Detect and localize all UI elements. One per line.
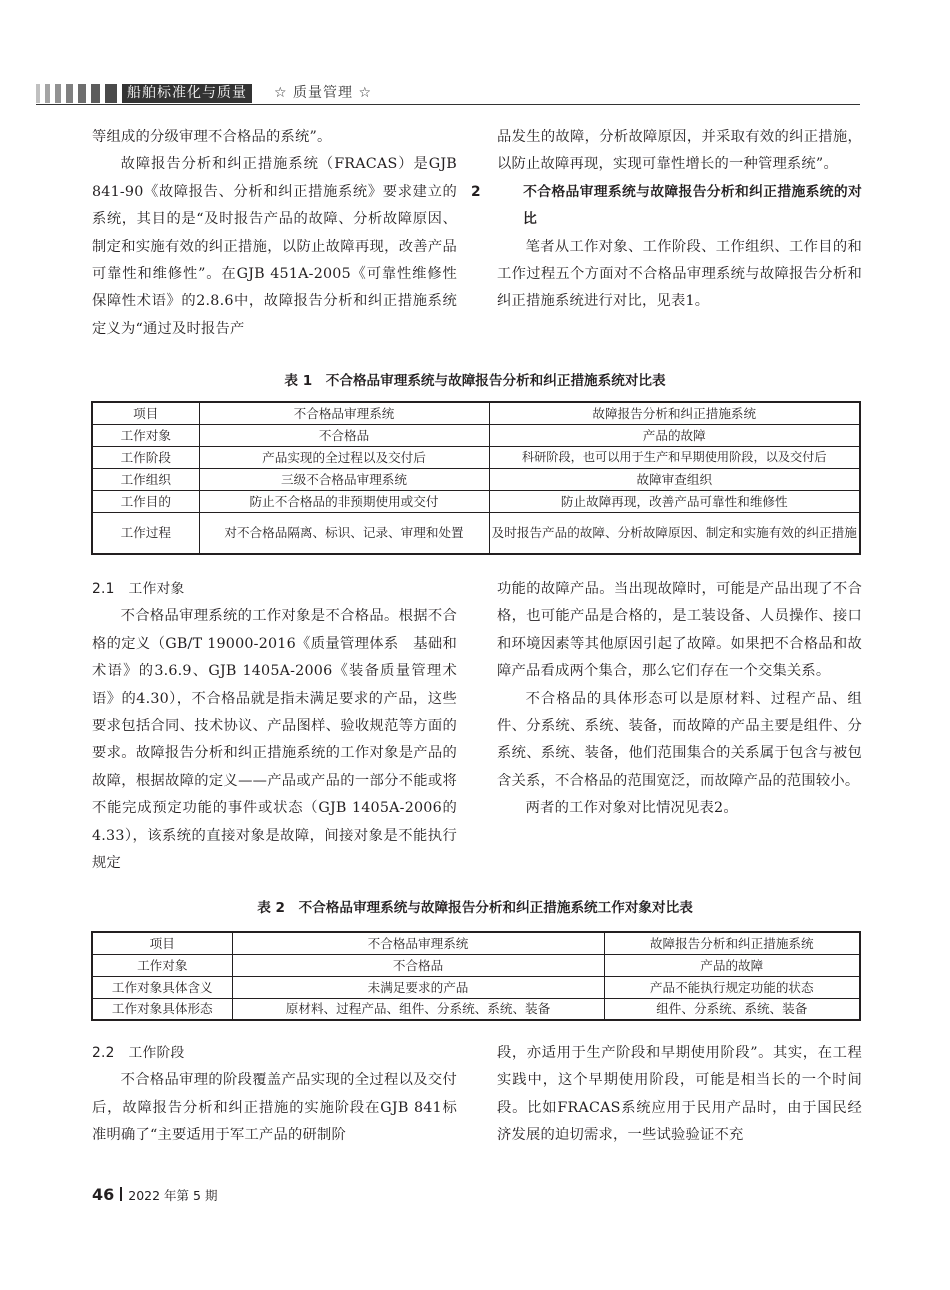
table-cell: 组件、分系统、系统、装备 — [604, 998, 860, 1020]
table-cell: 工作对象具体形态 — [92, 998, 232, 1020]
right-column-bottom — [497, 1040, 862, 1150]
table-cell: 故障审查组织 — [489, 468, 860, 490]
table-header-cell: 故障报告分析和纠正措施系统 — [489, 402, 860, 424]
table-cell: 工作过程 — [92, 512, 199, 554]
table-header-cell: 不合格品审理系统 — [199, 402, 489, 424]
subsection-number: 2.2 — [92, 1045, 115, 1061]
table1 — [91, 401, 861, 555]
section-number: 2 — [471, 183, 481, 200]
table-header-cell: 项目 — [92, 402, 199, 424]
table-cell: 及时报告产品的故障、分析故障原因、制定和实施有效的纠正措施 — [489, 512, 860, 554]
table-cell: 未满足要求的产品 — [232, 976, 604, 998]
subsection-title: 工作对象 — [128, 581, 185, 597]
header-rule — [36, 104, 860, 105]
page-footer — [92, 1185, 217, 1204]
running-header — [36, 84, 860, 106]
paragraph: 不合格品审理系统的工作对象是不合格品。根据不合格的定义（GB/T 19000-2016《质量管理体系 基础和术语》的3.6.9、GJB 1405A-2006《装备质量管理术语》的4.30），不合格品就是指未满足要求的产品，这些要求包括合同、技术协议、产品图样、验收规范等方面的要求。故障报告分析和纠正措施系统的工作对象是产品的故障，根据故障的定义——产品或产品的一部分不能或将不能完成预定功能的事件或状态（GJB 1405A-2006的4.33），该系统的直接对象是故障，间接对象是不能执行规定 — [92, 608, 457, 872]
table-row — [92, 954, 860, 976]
table-row — [92, 512, 860, 554]
right-column-middle — [497, 576, 862, 823]
footer-separator — [120, 1187, 122, 1201]
table-header-cell: 项目 — [92, 932, 232, 954]
table-cell: 不合格品 — [199, 424, 489, 446]
table-cell: 工作对象 — [92, 424, 199, 446]
table2 — [91, 931, 861, 1021]
section-2-heading — [471, 179, 862, 234]
table-cell: 工作对象 — [92, 954, 232, 976]
table-cell: 对不合格品隔离、标识、记录、审理和处置 — [199, 512, 489, 554]
paragraph: 不合格品审理的阶段覆盖产品实现的全过程以及交付后，故障报告分析和纠正措施的实施阶段在GJB 841标准明确了“主要适用于军工产品的研制阶 — [92, 1072, 457, 1144]
subsection-2-2-heading — [92, 1040, 457, 1067]
subsection-2-1-heading — [92, 576, 457, 603]
table-cell: 产品实现的全过程以及交付后 — [199, 446, 489, 468]
table1-caption: 表 1 不合格品审理系统与故障报告分析和纠正措施系统对比表 — [284, 373, 666, 389]
table-cell: 工作对象具体含义 — [92, 976, 232, 998]
table-row — [92, 998, 860, 1020]
subsection-title: 工作阶段 — [128, 1045, 185, 1061]
paragraph: 段，亦适用于生产阶段和早期使用阶段”。其实，在工程实践中，这个早期使用阶段，可能是相当长的一个时间段。比如FRACAS系统应用于民用产品时，由于国民经济发展的迫切需求，一些试验验证不充 — [497, 1045, 862, 1144]
table2-caption: 表 2 不合格品审理系统与故障报告分析和纠正措施系统工作对象对比表 — [257, 900, 693, 916]
left-column-bottom — [92, 1040, 457, 1150]
paragraph: 两者的工作对象对比情况见表2。 — [525, 800, 738, 817]
left-column-middle — [92, 576, 457, 877]
table-cell: 工作组织 — [92, 468, 199, 490]
table-header-row — [92, 402, 860, 424]
section-title: 不合格品审理系统与故障报告分析和纠正措施系统的对比 — [523, 183, 862, 228]
subsection-number: 2.1 — [92, 581, 115, 597]
journal-name: 船舶标准化与质量 — [122, 84, 252, 103]
paragraph: 品发生的故障，分析故障原因，并采取有效的纠正措施，以防止故障再现，实现可靠性增长的一种管理系统”。 — [497, 129, 862, 173]
left-column-top — [92, 124, 457, 343]
paragraph: 功能的故障产品。当出现故障时，可能是产品出现了不合格，也可能产品是合格的，是工装设备、人员操作、接口和环境因素等其他原因引起了故障。如果把不合格品和故障产品看成两个集合，那么它们存在一个交集关系。 — [497, 581, 862, 680]
right-column-top — [471, 124, 862, 316]
table-cell: 防止故障再现，改善产品可靠性和维修性 — [489, 490, 860, 512]
table-row — [92, 490, 860, 512]
table-row — [92, 424, 860, 446]
table-cell: 原材料、过程产品、组件、分系统、系统、装备 — [232, 998, 604, 1020]
table-header-cell: 不合格品审理系统 — [232, 932, 604, 954]
table-row — [92, 446, 860, 468]
table-cell: 三级不合格品审理系统 — [199, 468, 489, 490]
table-cell: 防止不合格品的非预期使用或交付 — [199, 490, 489, 512]
table-cell: 工作阶段 — [92, 446, 199, 468]
page-number: 46 — [92, 1185, 115, 1204]
table-cell: 工作目的 — [92, 490, 199, 512]
paragraph: 等组成的分级审理不合格品的系统”。 — [92, 129, 332, 145]
paragraph: 故障报告分析和纠正措施系统（FRACAS）是GJB 841-90《故障报告、分析和纠正措施系统》要求建立的系统，其目的是“及时报告产品的故障、分析故障原因、制定和实施有效的纠正措施，以防止故障再现，改善产品可靠性和维修性”。在GJB 451A-2005《可靠性维修性保障性术语》的2.8.6中，故障报告分析和纠正措施系统定义为“通过及时报告产 — [92, 156, 457, 337]
paragraph: 笔者从工作对象、工作阶段、工作组织、工作目的和工作过程五个方面对不合格品审理系统与故障报告分析和纠正措施系统进行对比，见表1。 — [497, 238, 862, 310]
table-header-cell: 故障报告分析和纠正措施系统 — [604, 932, 860, 954]
table-cell: 科研阶段，也可以用于生产和早期使用阶段，以及交付后 — [489, 446, 860, 468]
paragraph: 不合格品的具体形态可以是原材料、过程产品、组件、分系统、系统、装备，而故障的产品主要是组件、分系统、系统、装备，他们范围集合的关系属于包含与被包含关系，不合格品的范围宽泛，而故障产品的范围较小。 — [497, 690, 862, 789]
issue-label: 2022 年第 5 期 — [128, 1188, 218, 1203]
table-cell: 产品的故障 — [604, 954, 860, 976]
section-name: ☆ 质量管理 ☆ — [274, 85, 373, 101]
table-cell: 产品不能执行规定功能的状态 — [604, 976, 860, 998]
table-header-row — [92, 932, 860, 954]
table-cell: 产品的故障 — [489, 424, 860, 446]
table-cell: 不合格品 — [232, 954, 604, 976]
table-row — [92, 976, 860, 998]
table-row — [92, 468, 860, 490]
